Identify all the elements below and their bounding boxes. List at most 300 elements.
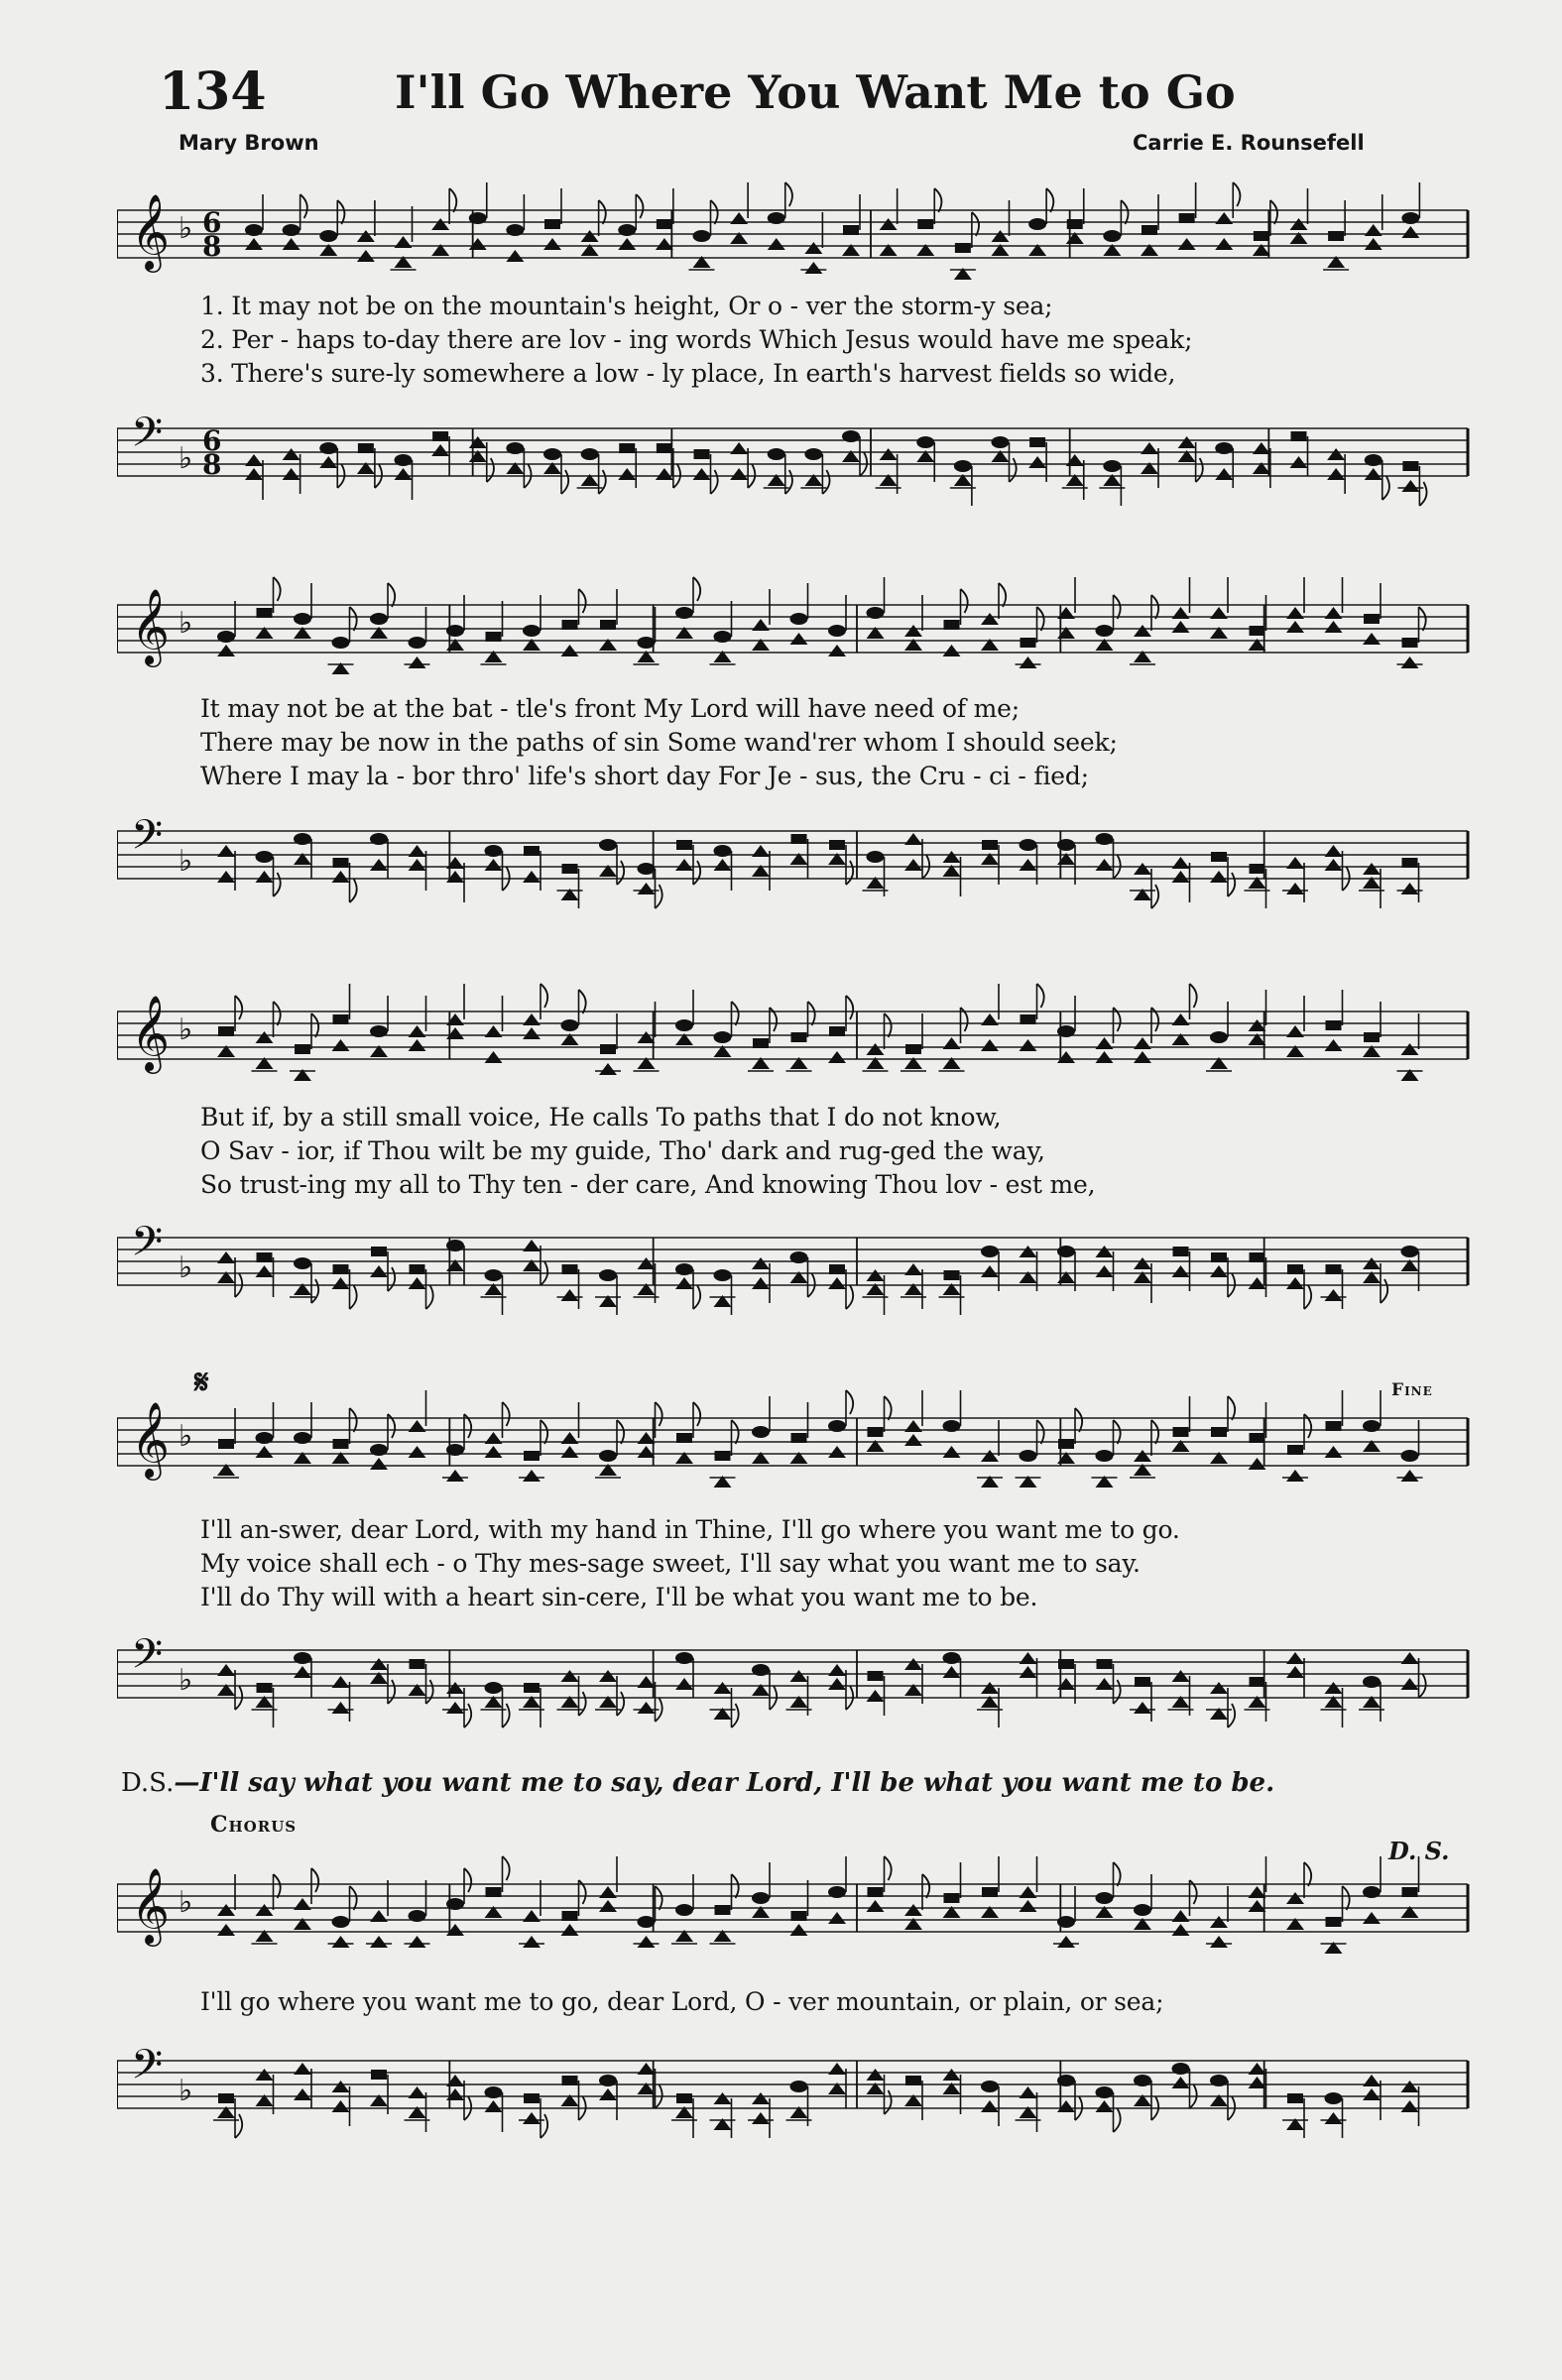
- note-flag: [656, 1886, 662, 1910]
- note-head: [904, 859, 922, 871]
- note-head: [944, 620, 960, 630]
- note-head: [791, 1911, 807, 1921]
- note-head: [676, 1433, 692, 1443]
- note-head: [1172, 871, 1190, 883]
- note-head: [294, 2063, 311, 2075]
- note-head: [410, 1264, 425, 1274]
- note-head: [1172, 2063, 1190, 2075]
- note-head: [1401, 883, 1419, 894]
- note-head: [714, 1682, 732, 1694]
- note-head: [1173, 1247, 1189, 1256]
- note-flag: [300, 194, 307, 218]
- note-head: [562, 620, 578, 630]
- note-head: [1326, 1264, 1342, 1274]
- note-head: [1028, 456, 1046, 468]
- note-head: [1215, 442, 1233, 454]
- note-head: [981, 1450, 999, 1462]
- note-flag: [846, 1390, 853, 1414]
- note-head: [790, 633, 808, 645]
- note-head: [332, 1916, 350, 1928]
- note-head: [638, 1702, 656, 1714]
- note-flag: [274, 873, 281, 896]
- note-head: [1096, 2086, 1114, 2098]
- note-flag: [579, 1692, 586, 1716]
- note-head: [561, 1289, 579, 1301]
- note-head: [675, 1263, 693, 1275]
- note-head: [1401, 480, 1419, 492]
- note-head: [1134, 2075, 1151, 2086]
- note-head: [256, 851, 274, 863]
- note-head: [1172, 1910, 1190, 1922]
- note-head: [1020, 1450, 1037, 1462]
- note-head: [867, 1900, 885, 1912]
- note-head: [904, 833, 922, 845]
- note-head: [829, 840, 845, 850]
- note-head: [395, 236, 413, 248]
- note-flag: [961, 589, 968, 613]
- note-head: [829, 1026, 845, 1036]
- note-head: [1021, 638, 1036, 648]
- note-flag: [350, 607, 357, 631]
- hymn-title: I'll Go Where You Want Me to Go: [395, 65, 1236, 119]
- note-head: [1103, 230, 1121, 242]
- note-head: [523, 1013, 541, 1025]
- note-flag: [449, 188, 456, 212]
- treble-staff: [117, 180, 1476, 290]
- note-head: [446, 625, 464, 637]
- note-flag: [350, 1886, 357, 1910]
- note-head: [294, 1257, 311, 1269]
- note-head: [1401, 1246, 1419, 1257]
- note-head: [371, 1247, 387, 1256]
- note-flag: [1270, 200, 1277, 224]
- note-flag: [711, 200, 718, 224]
- note-flag: [1114, 595, 1121, 619]
- note-head: [561, 1924, 579, 1936]
- note-head: [524, 846, 540, 856]
- note-head: [370, 1936, 388, 1948]
- note-head: [370, 1025, 388, 1037]
- note-head: [409, 1420, 426, 1432]
- note-flag: [617, 861, 624, 885]
- note-head: [828, 1446, 846, 1458]
- note-head: [1057, 1025, 1075, 1037]
- note-head: [714, 1269, 732, 1281]
- note-head: [1326, 1020, 1342, 1030]
- note-head: [485, 2086, 503, 2098]
- note-head: [1211, 1252, 1227, 1262]
- note-head: [1363, 1257, 1381, 1269]
- note-head: [981, 1246, 999, 1257]
- note-head: [469, 212, 487, 224]
- note-head: [1172, 1924, 1190, 1936]
- treble-staff: [117, 1854, 1476, 1964]
- note-head: [790, 1251, 808, 1263]
- note-head: [561, 1019, 579, 1031]
- note-head: [409, 845, 426, 857]
- note-head: [245, 468, 263, 480]
- treble-staff: [117, 982, 1476, 1091]
- note-flag: [579, 589, 586, 613]
- note-head: [1402, 1887, 1418, 1897]
- note-head: [218, 1026, 234, 1036]
- note-flag: [274, 1874, 281, 1898]
- note-head: [657, 219, 672, 229]
- note-flag: [1121, 200, 1128, 224]
- note-head: [752, 845, 770, 857]
- note-flag: [808, 1002, 815, 1025]
- note-head: [410, 1659, 425, 1669]
- note-head: [828, 625, 846, 637]
- note-head: [1286, 607, 1304, 619]
- note-head: [599, 1886, 617, 1898]
- note-head: [395, 454, 413, 466]
- note-head: [1141, 442, 1158, 454]
- note-flag: [1037, 1420, 1044, 1444]
- bass-staff: [117, 399, 1476, 528]
- note-head: [730, 468, 748, 480]
- note-head: [657, 443, 672, 453]
- note-head: [867, 1043, 885, 1055]
- note-head: [693, 468, 711, 480]
- note-head: [256, 1265, 274, 1277]
- note-head: [1029, 437, 1045, 447]
- words-credit: Mary Brown: [179, 131, 319, 155]
- note-head: [431, 218, 449, 230]
- note-head: [1096, 1265, 1114, 1277]
- note-head: [561, 645, 579, 656]
- note-head: [1179, 213, 1195, 223]
- note-head: [943, 2069, 961, 2081]
- note-head: [257, 608, 273, 618]
- note-head: [544, 219, 560, 229]
- note-head: [1363, 1912, 1381, 1924]
- note-head: [333, 1439, 349, 1449]
- note-head: [1286, 1025, 1304, 1037]
- time-signature-bottom: 8: [202, 448, 222, 481]
- lyric-verse-3: I'll do Thy will with a heart sin-cere, I'll be what you want me to be.: [200, 1583, 1038, 1611]
- note-head: [561, 1446, 579, 1458]
- note-flag: [636, 194, 643, 218]
- segno-sign: 𝄋: [194, 1363, 209, 1402]
- note-flag: [1037, 984, 1044, 1008]
- note-head: [904, 625, 922, 637]
- bass-staff: [117, 801, 1476, 930]
- note-flag: [388, 1680, 395, 1704]
- note-head: [294, 1432, 311, 1444]
- note-flag: [1114, 1862, 1121, 1886]
- ds-label: D.S.: [121, 1768, 175, 1798]
- note-flag: [1419, 482, 1426, 506]
- note-head: [357, 230, 375, 242]
- note-head: [294, 1652, 311, 1664]
- note-head: [1020, 1666, 1037, 1678]
- music-system-3: [117, 970, 1476, 1347]
- note-head: [804, 242, 822, 254]
- treble-clef-icon: 𝄞: [131, 1867, 171, 1944]
- note-flag: [885, 1856, 892, 1880]
- lyric-verse-1: It may not be at the bat - tle's front My Lord will have need of me;: [200, 694, 1020, 723]
- bass-clef-icon: 𝄢: [131, 811, 164, 869]
- note-head: [1211, 852, 1227, 862]
- note-flag: [846, 1285, 853, 1309]
- note-head: [1290, 218, 1308, 230]
- note-head: [675, 1652, 693, 1664]
- note-flag: [732, 1002, 739, 1025]
- bass-clef-icon: 𝄢: [131, 2041, 164, 2098]
- note-head: [675, 607, 693, 619]
- note-head: [752, 1277, 770, 1289]
- flat-icon: ♭: [179, 1663, 193, 1698]
- note-head: [370, 833, 388, 845]
- note-flag: [1228, 873, 1235, 896]
- note-head: [1096, 1051, 1114, 1063]
- note-flag: [617, 1692, 624, 1716]
- note-flag: [541, 984, 547, 1008]
- note-head: [714, 631, 732, 643]
- note-head: [944, 1893, 960, 1903]
- note-flag: [1114, 1420, 1121, 1444]
- note-head: [256, 871, 274, 883]
- note-head: [992, 230, 1010, 242]
- note-head: [1172, 607, 1190, 619]
- note-head: [332, 1702, 350, 1714]
- note-head: [1020, 1900, 1037, 1912]
- note-head: [332, 1676, 350, 1688]
- note-head: [599, 2088, 617, 2100]
- note-head: [1211, 1427, 1227, 1437]
- note-head: [523, 1240, 541, 1251]
- flat-icon: ♭: [179, 1885, 193, 1920]
- note-head: [1172, 621, 1190, 633]
- note-flag: [426, 1285, 433, 1309]
- note-flag: [885, 1013, 892, 1037]
- note-head: [752, 1664, 770, 1676]
- note-flag: [972, 212, 979, 236]
- note-head: [1134, 1037, 1151, 1049]
- note-flag: [1382, 476, 1389, 500]
- note-head: [1215, 212, 1233, 224]
- note-head: [1028, 218, 1046, 230]
- note-head: [714, 1031, 732, 1043]
- note-head: [217, 845, 235, 857]
- note-flag: [1228, 1704, 1235, 1727]
- note-head: [485, 2100, 503, 2112]
- note-flag: [503, 1856, 510, 1880]
- lyric-verse-1: 1. It may not be on the mountain's height, Or o - ver the storm-y sea;: [200, 292, 1053, 320]
- note-flag: [311, 1279, 318, 1303]
- flat-icon: ♭: [179, 1419, 193, 1454]
- note-head: [370, 1658, 388, 1670]
- note-head: [1254, 231, 1269, 241]
- note-head: [599, 1063, 617, 1075]
- note-head: [694, 449, 710, 459]
- note-head: [790, 1670, 808, 1682]
- note-head: [730, 212, 748, 224]
- note-head: [943, 1420, 961, 1432]
- note-head: [1020, 1886, 1037, 1898]
- note-head: [485, 1682, 503, 1694]
- note-head: [1058, 1439, 1074, 1449]
- note-head: [992, 436, 1010, 448]
- note-head: [370, 1458, 388, 1470]
- treble-clef-icon: 𝄞: [131, 1401, 171, 1478]
- note-head: [828, 1678, 846, 1690]
- note-head: [752, 619, 770, 631]
- note-flag: [846, 996, 853, 1019]
- note-flag: [1228, 1396, 1235, 1420]
- note-head: [714, 845, 732, 857]
- note-head: [1057, 2075, 1075, 2086]
- note-head: [1401, 1678, 1419, 1690]
- time-signature-top: 6: [202, 206, 222, 239]
- note-head: [524, 1683, 540, 1693]
- note-head: [676, 840, 692, 850]
- note-head: [1096, 625, 1114, 637]
- note-head: [1066, 454, 1084, 466]
- note-head: [1325, 621, 1343, 633]
- note-head: [1172, 1013, 1190, 1025]
- note-flag: [1304, 1285, 1311, 1309]
- note-head: [409, 1446, 426, 1458]
- note-head: [867, 607, 885, 619]
- note-head: [981, 2081, 999, 2092]
- note-head: [485, 859, 503, 871]
- note-head: [1210, 871, 1228, 883]
- note-head: [1178, 436, 1196, 448]
- note-flag: [885, 1396, 892, 1420]
- note-head: [828, 1277, 846, 1289]
- note-head: [1103, 460, 1121, 472]
- note-flag: [922, 1874, 929, 1898]
- note-head: [370, 1444, 388, 1456]
- note-head: [332, 1936, 350, 1948]
- note-flag: [846, 861, 853, 885]
- note-head: [1250, 1677, 1265, 1687]
- note-head: [768, 238, 785, 250]
- note-head: [599, 2075, 617, 2086]
- lyric-verse-1: But if, by a still small voice, He calls To paths that I do not know,: [200, 1103, 1002, 1131]
- note-flag: [693, 1285, 700, 1309]
- note-head: [618, 224, 636, 236]
- note-head: [1057, 1916, 1075, 1928]
- lyric-verse-3: 3. There's sure-ly somewhere a low - ly place, In earth's harvest fields so wide,: [200, 359, 1176, 388]
- note-flag: [1010, 458, 1017, 482]
- treble-staff: [117, 1388, 1476, 1497]
- music-system-1: [117, 169, 1476, 545]
- note-head: [1096, 1892, 1114, 1904]
- note-head: [842, 430, 860, 442]
- note-head: [1363, 2075, 1381, 2086]
- note-flag: [785, 470, 792, 494]
- note-head: [675, 1678, 693, 1690]
- note-head: [1291, 431, 1307, 441]
- note-head: [1172, 2077, 1190, 2088]
- note-head: [1210, 607, 1228, 619]
- note-head: [446, 1444, 464, 1456]
- note-head: [599, 839, 617, 851]
- note-head: [486, 632, 502, 642]
- note-head: [217, 1904, 235, 1916]
- note-head: [905, 1044, 921, 1054]
- note-head: [1250, 864, 1265, 874]
- note-head: [1364, 614, 1380, 624]
- note-head: [1402, 461, 1418, 471]
- note-flag: [999, 583, 1006, 607]
- note-head: [217, 645, 235, 656]
- note-head: [1173, 1427, 1189, 1437]
- note-head: [1020, 1246, 1037, 1257]
- note-head: [294, 833, 311, 845]
- flat-icon: ♭: [179, 2074, 193, 2108]
- note-head: [828, 1420, 846, 1432]
- note-head: [943, 851, 961, 863]
- note-head: [332, 1277, 350, 1289]
- note-head: [1325, 859, 1343, 871]
- note-flag: [274, 577, 281, 601]
- note-head: [1020, 656, 1037, 668]
- note-head: [370, 613, 388, 625]
- note-head: [1363, 633, 1381, 645]
- note-head: [409, 656, 426, 668]
- note-flag: [350, 879, 357, 902]
- note-head: [446, 1470, 464, 1482]
- note-head: [828, 1664, 846, 1676]
- note-head: [1057, 839, 1075, 851]
- note-head: [1134, 1702, 1151, 1714]
- bass-clef-icon: 𝄢: [131, 409, 164, 466]
- note-head: [1327, 448, 1345, 460]
- note-flag: [1419, 607, 1426, 631]
- note-flag: [388, 583, 395, 607]
- bass-staff: [117, 1620, 1476, 1749]
- note-head: [333, 858, 349, 868]
- note-head: [1210, 1682, 1228, 1694]
- note-head: [1365, 468, 1382, 480]
- note-head: [409, 1025, 426, 1037]
- lyric-verse-3: So trust-ing my all to Thy ten - der care, And knowing Thou lov - est me,: [200, 1170, 1096, 1199]
- note-head: [1096, 1450, 1114, 1462]
- note-head: [1215, 468, 1233, 480]
- note-head: [868, 1427, 884, 1437]
- ds-instruction: [121, 1768, 1274, 1798]
- note-head: [618, 238, 636, 250]
- note-head: [752, 1257, 770, 1269]
- note-head: [1363, 1886, 1381, 1898]
- note-flag: [732, 1704, 739, 1727]
- note-head: [218, 2093, 234, 2103]
- note-head: [1365, 238, 1382, 250]
- lyric-verse-2: 2. Per - haps to-day there are lov - ing words Which Jesus would have me speak;: [200, 325, 1193, 354]
- treble-staff: [117, 575, 1476, 684]
- note-head: [485, 1446, 503, 1458]
- note-head: [1096, 833, 1114, 845]
- treble-clef-icon: 𝄞: [131, 193, 171, 270]
- note-head: [506, 250, 524, 262]
- note-head: [1325, 2092, 1343, 2104]
- note-head: [581, 230, 599, 242]
- note-head: [600, 1044, 616, 1054]
- note-head: [880, 218, 898, 230]
- note-head: [245, 238, 263, 250]
- note-head: [618, 468, 636, 480]
- music-credit: Carrie E. Rounsefell: [1133, 131, 1365, 155]
- note-head: [217, 871, 235, 883]
- note-head: [943, 645, 961, 656]
- note-flag: [541, 1420, 547, 1444]
- note-flag: [599, 470, 606, 494]
- note-head: [1096, 1246, 1114, 1257]
